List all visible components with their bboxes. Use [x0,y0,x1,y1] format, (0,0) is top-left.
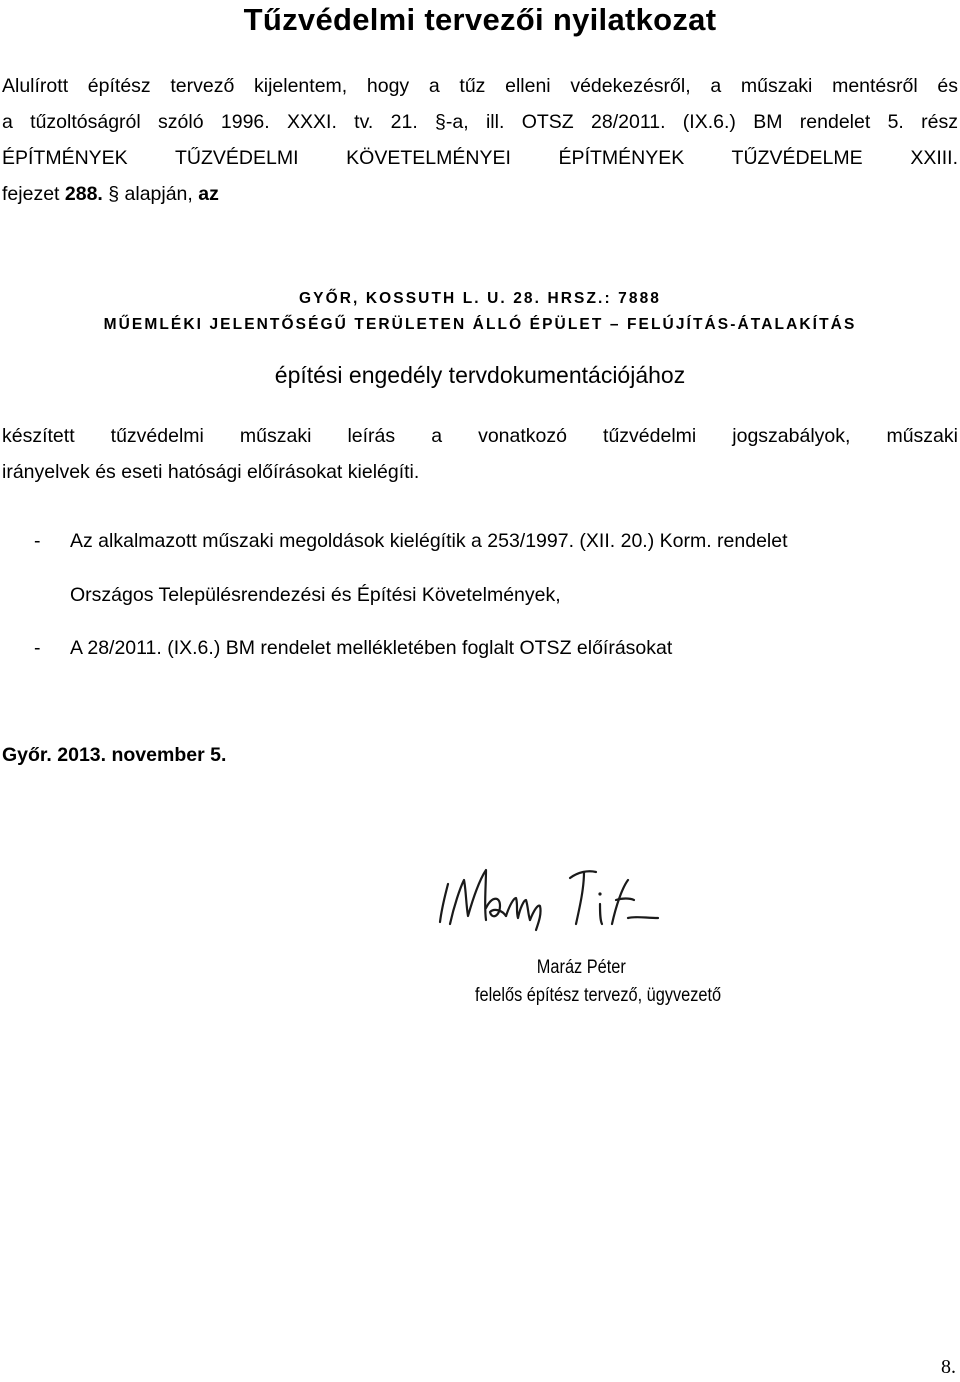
intro-line-4-rest: alapján, [124,183,199,205]
signatory-name: Maráz Péter [536,957,626,978]
intro-line-3: ÉPÍTMÉNYEK TŰZVÉDELMI KÖVETELMÉNYEI ÉPÍTMÉNYEK TŰZVÉDELME XXIII. [2,147,958,169]
page-number: 8. [941,1356,956,1378]
document-title: Tűzvédelmi tervezői nyilatkozat [243,2,717,37]
intro-line-4 [2,176,958,212]
signatory-role: felelős építész tervező, ügyvezető [475,985,722,1006]
statement-paragraph [2,418,958,490]
list-item-1-text: Az alkalmazott műszaki megoldások kielégítik a 253/1997. (XII. 20.) Korm. rendelet [70,530,788,552]
document-subtitle: építési engedély tervdokumentációjához [274,362,686,388]
list-item-1-text-continued: Országos Településrendezési és Építési Követelmények, [70,584,561,606]
statement-line-2: irányelvek és eseti hatósági előírásokat kielégíti. [2,461,420,483]
intro-paragraph [2,68,958,212]
list-dash: - [34,637,41,659]
signing-date: Győr. 2013. november 5. [2,744,227,766]
intro-line-4-prefix: fejezet [2,183,65,205]
list-item-2-text: A 28/2011. (IX.6.) BM rendelet mellékletében foglalt OTSZ előírásokat [70,637,673,659]
intro-line-2: a tűzoltóságról szóló 1996. XXXI. tv. 21. §-a, ill. OTSZ 28/2011. (IX.6.) BM rendelet 5. rész [2,111,958,133]
statement-line-1: készített tűzvédelmi műszaki leírás a vonatkozó tűzvédelmi jogszabályok, műszaki [2,425,958,447]
section-sign: § [102,183,125,205]
handwritten-signature [420,826,675,954]
project-description: MŰEMLÉKI JELENTŐSÉGŰ TERÜLETEN ÁLLÓ ÉPÜLET – FELÚJÍTÁS-ÁTALAKÍTÁS [103,316,857,333]
list-dash: - [34,530,41,552]
intro-line-4-end: az [198,183,219,205]
intro-line-1: Alulírott építész tervező kijelentem, hogy a tűz elleni védekezésről, a műszaki mentésről és [2,75,958,97]
intro-line-4-number: 288. [64,183,103,205]
project-address: GYŐR, KOSSUTH L. U. 28. HRSZ.: 7888 [298,290,662,307]
